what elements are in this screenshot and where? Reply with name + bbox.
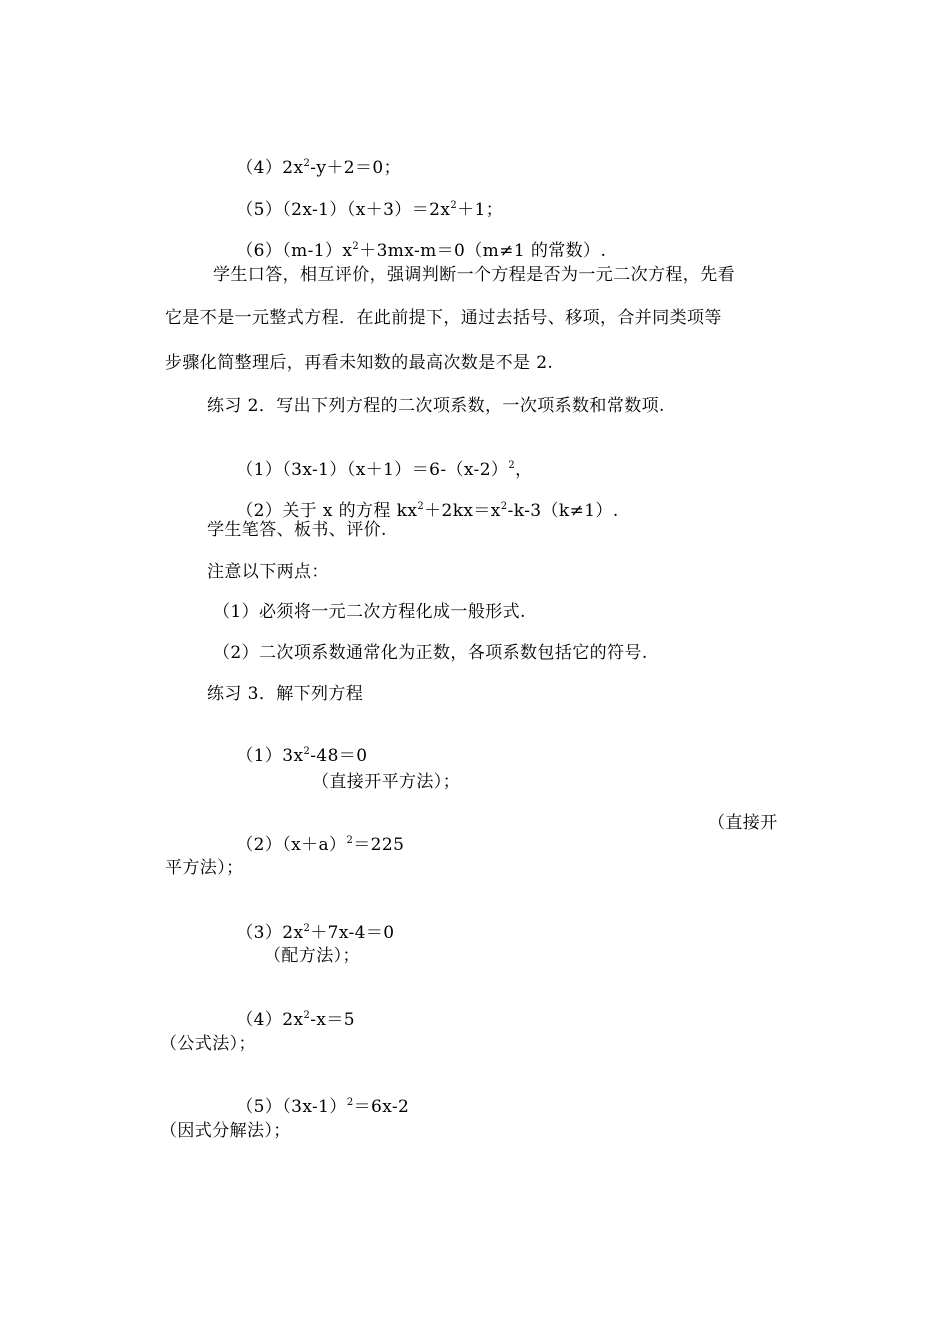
attention-point-2: （2）二次项系数通常化为正数，各项系数包括它的符号. <box>213 643 648 663</box>
superscript: 2 <box>303 1010 311 1021</box>
text-segment: ＋1； <box>457 200 504 220</box>
text-segment: -x＝5 <box>310 1010 355 1030</box>
attention-heading: 注意以下两点： <box>207 562 329 582</box>
superscript: 2 <box>346 835 354 846</box>
text-segment: （4）2x <box>236 158 304 178</box>
superscript: 2 <box>303 923 311 934</box>
text-segment: （4）2x <box>236 1010 304 1030</box>
text-segment: （5）（2x-1）（x＋3）＝2x <box>236 200 451 220</box>
exercise-3-heading: 练习 3．解下列方程 <box>207 684 364 704</box>
text-segment: （3）2x <box>236 923 304 943</box>
paragraph-line-3: 步骤化简整理后，再看未知数的最高次数是不是 2. <box>165 353 554 373</box>
text-segment: （1）3x <box>236 746 304 766</box>
superscript: 2 <box>352 241 360 252</box>
superscript: 2 <box>346 1097 354 1108</box>
text-segment: ＝6x-2 <box>353 1097 410 1117</box>
text-segment: ＝225 <box>353 835 405 855</box>
text-segment: （1）（3x-1）（x＋1）＝6-（x-2） <box>236 460 509 480</box>
exercise-3-method-5: （因式分解法）； <box>160 1121 291 1141</box>
text-segment: ＋2kx＝x <box>424 501 501 521</box>
paragraph-line-1: 学生口答，相互评价，强调判断一个方程是否为一元二次方程，先看 <box>213 265 735 285</box>
text-segment: -k-3（k≠1）. <box>507 501 619 521</box>
student-answer-note: 学生笔答、板书、评价. <box>207 520 387 540</box>
exercise-3-method-4: （公式法）； <box>160 1034 256 1054</box>
text-segment: （6）（m-1）x <box>236 241 353 261</box>
exercise-3-method-1: （直接开平方法）； <box>312 772 461 792</box>
superscript: 2 <box>303 158 311 169</box>
exercise-3-method-2-start: （直接开 <box>708 813 778 833</box>
attention-point-1: （1）必须将一元二次方程化成一般形式. <box>213 602 526 622</box>
exercise-3-method-2-end: 平方法）； <box>165 858 244 878</box>
text-segment: ＋3mx-m＝0（m≠1 的常数）. <box>359 241 607 261</box>
exercise-2-heading: 练习 2．写出下列方程的二次项系数，一次项系数和常数项. <box>207 396 665 416</box>
text-segment: ， <box>515 460 533 480</box>
text-segment: （2）关于 x 的方程 kx <box>236 501 418 521</box>
superscript: 2 <box>500 501 508 512</box>
text-segment: （5）（3x-1） <box>236 1097 347 1117</box>
text-segment: （2）（x＋a） <box>236 835 347 855</box>
superscript: 2 <box>417 501 425 512</box>
text-segment: -y＋2＝0； <box>310 158 401 178</box>
exercise-3-method-3: （配方法）； <box>264 946 360 966</box>
paragraph-line-2: 它是不是一元整式方程．在此前提下，通过去括号、移项，合并同类项等 <box>165 308 722 328</box>
superscript: 2 <box>303 746 311 757</box>
text-segment: -48＝0 <box>310 746 368 766</box>
superscript: 2 <box>450 200 458 211</box>
text-segment: ＋7x-4＝0 <box>310 923 395 943</box>
superscript: 2 <box>508 460 516 471</box>
